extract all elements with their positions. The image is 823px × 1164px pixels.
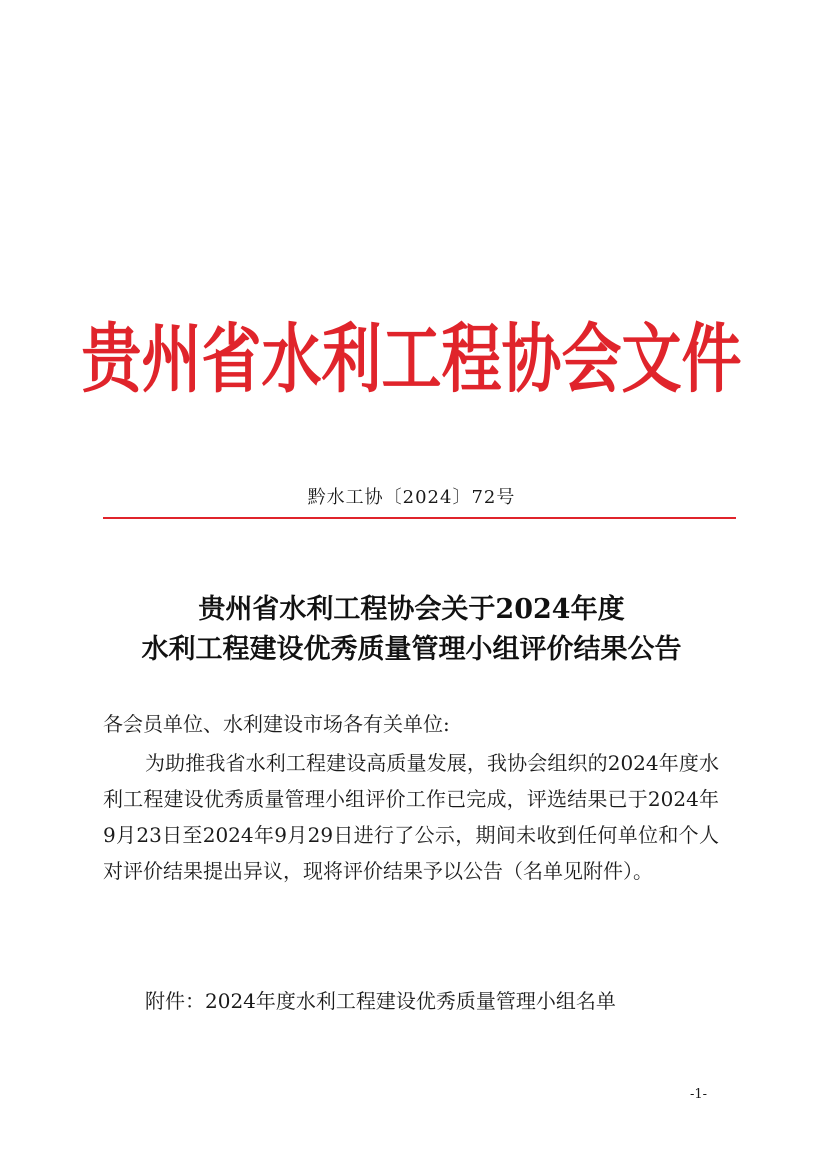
- attachment-note: 附件：2024年度水利工程建设优秀质量管理小组名单: [145, 989, 616, 1013]
- document-number: 黔水工协〔2024〕72号: [307, 487, 516, 508]
- masthead-title: 贵州省水利工程协会文件: [81, 316, 742, 404]
- announcement-title-line-2: 水利工程建设优秀质量管理小组评价结果公告: [141, 634, 682, 665]
- announcement-title-line-1: 贵州省水利工程协会关于2024年度: [198, 594, 625, 625]
- body-paragraph: 为助推我省水利工程建设高质量发展，我协会组织的2024年度水利工程建设优秀质量管理小组评价工作已完成，评选结果已于2024年9月23日至2024年9月29日进行了公示，期间未收到任何单位和个人对评价结果提出异议，现将评价结果予以公告（名单见附件）。: [103, 751, 719, 883]
- salutation: 各会员单位、水利建设市场各有关单位:: [103, 712, 450, 736]
- page-number: -1-: [690, 1087, 708, 1102]
- red-divider-line: [103, 517, 736, 519]
